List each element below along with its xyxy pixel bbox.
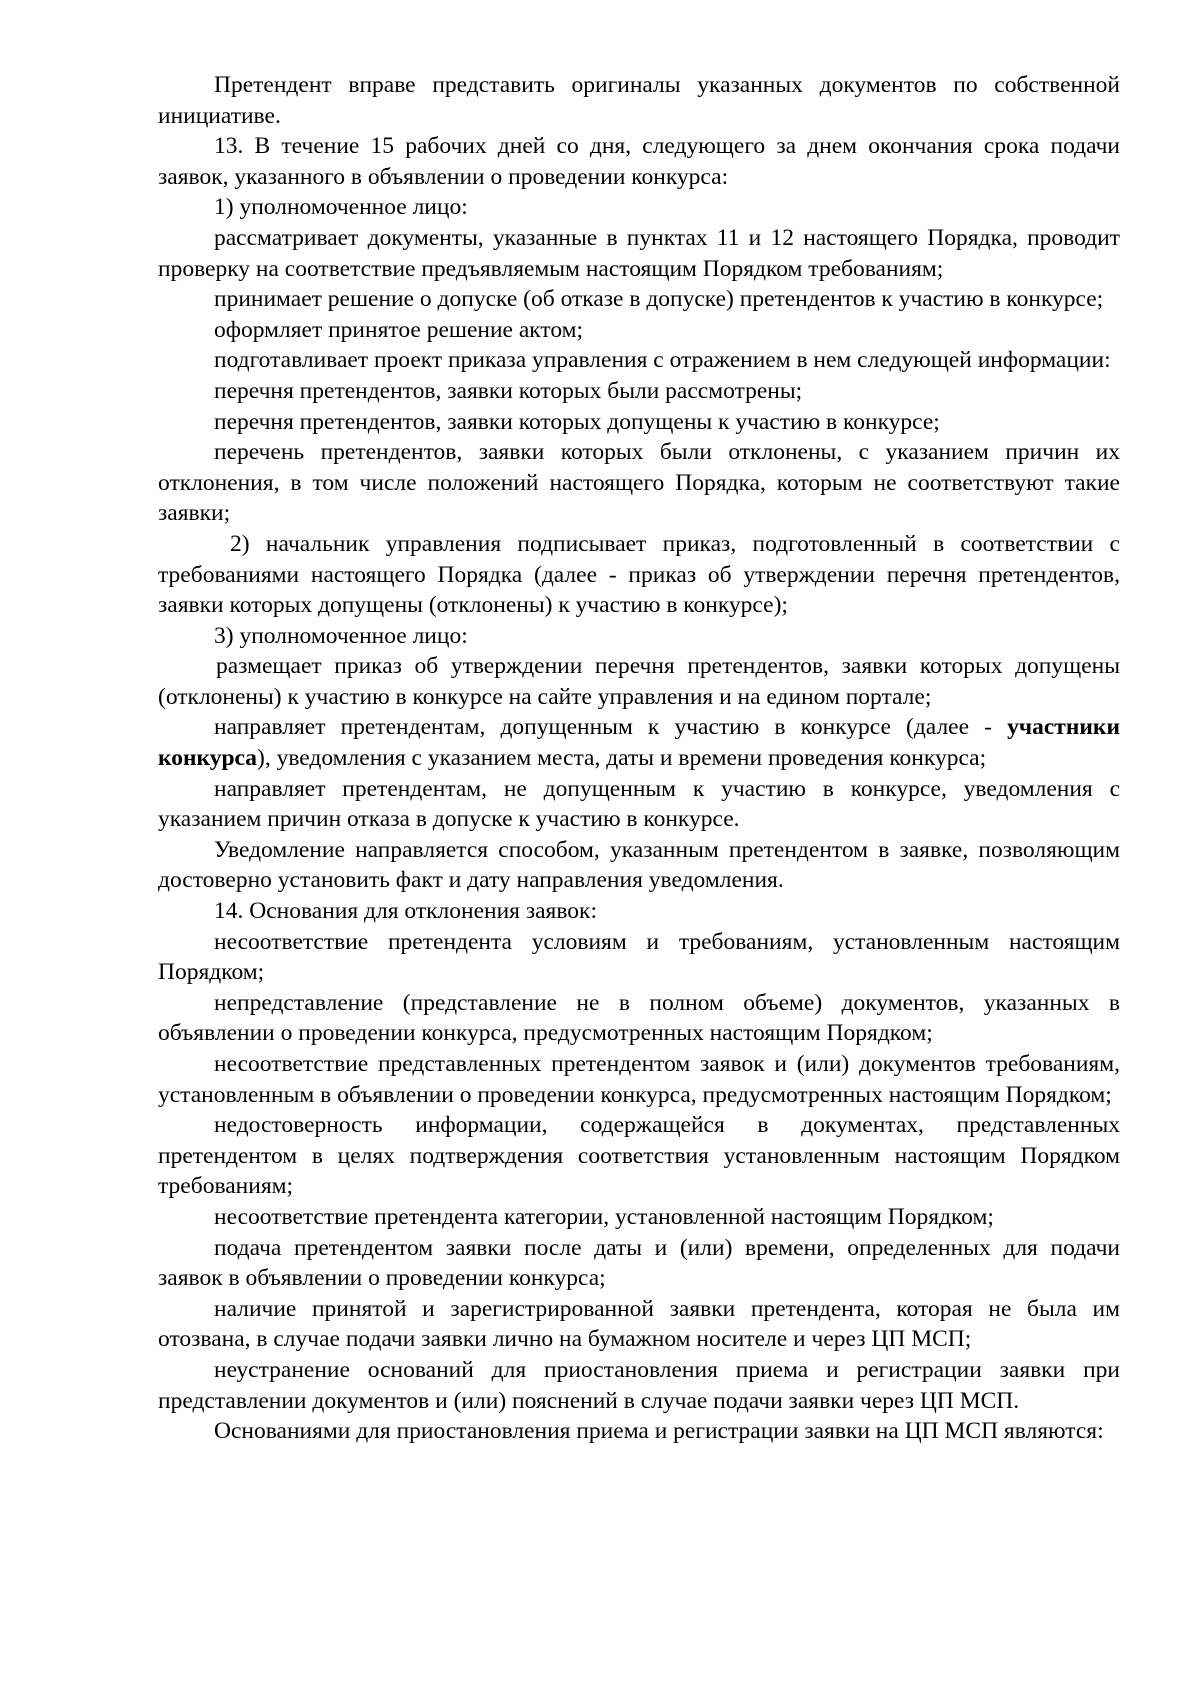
paragraph-suspension-grounds: Основаниями для приостановления приема и регистрации заявки на ЦП МСП являются:	[214, 1418, 1104, 1445]
term-contest-participants: участники конкурса	[158, 714, 1120, 772]
paragraph-reason-category: несоответствие претендента категории, установленной настоящим Порядком;	[214, 1203, 994, 1230]
paragraph-notification-method: Уведомление направляется способом, указанным претендентом в заявке, позволяющим достоверно установить факт и дату направления уведомления.	[158, 836, 1120, 894]
paragraph-notifies-participants	[158, 712, 1120, 773]
notify-text-after: ), уведомления с указанием места, даты и времени проведения конкурса;	[257, 745, 987, 772]
paragraph-list-admitted: перечня претендентов, заявки которых допущены к участию в конкурсе;	[214, 408, 940, 435]
paragraph-authorized-person-3: 3) уполномоченное лицо:	[214, 622, 468, 649]
paragraph-reason-false-information: недостоверность информации, содержащейся в документах, представленных претендентом в целях подтверждения соответствия установленным настоящим Порядком требованиям;	[158, 1112, 1120, 1200]
paragraph-reason-late-submission: подача претендентом заявки после даты и (или) времени, определенных для подачи заявок в объявлении о проведении конкурса;	[158, 1234, 1120, 1292]
paragraph-list-reviewed: перечня претендентов, заявки которых были рассмотрены;	[214, 377, 803, 404]
paragraph-reason-document-requirements: несоответствие представленных претендентом заявок и (или) документов требованиям, установленным в объявлении о проведении конкурса, предусмотренных настоящим Порядком;	[158, 1051, 1120, 1108]
paragraph-originals: Претендент вправе представить оригиналы указанных документов по собственной инициативе.	[158, 72, 1120, 129]
paragraph-notifies-rejected: направляет претендентам, не допущенным к участию в конкурсе, уведомления с указанием причин отказа в допуске к участию в конкурсе.	[158, 775, 1120, 833]
document-page	[158, 70, 1120, 1447]
paragraph-authorized-person-1: 1) уполномоченное лицо:	[214, 194, 468, 221]
paragraph-admission-decision: принимает решение о допуске (об отказе в допуске) претендентов к участию в конкурсе;	[214, 286, 1104, 313]
paragraph-prepares-order: подготавливает проект приказа управления с отражением в нем следующей информации:	[214, 347, 1111, 374]
paragraph-list-rejected: перечень претендентов, заявки которых были отклонены, с указанием причин их отклонения, в том числе положений настоящего Порядка, которым не соответствуют такие заявки;	[158, 439, 1120, 527]
paragraph-reason-duplicate-application: наличие принятой и зарегистрированной заявки претендента, которая не была им отозвана, в случае подачи заявки лично на бумажном носителе и через ЦП МСП;	[158, 1295, 1120, 1353]
paragraph-reason-missing-documents: непредставление (представление не в полном объеме) документов, указанных в объявлении о проведении конкурса, предусмотренных настоящим Порядком;	[158, 989, 1120, 1047]
paragraph-formalizes-act: оформляет принятое решение актом;	[214, 316, 584, 343]
paragraph-clause-13: 13. В течение 15 рабочих дней со дня, следующего за днем окончания срока подачи заявок, указанного в объявлении о проведении конкурса:	[158, 133, 1120, 190]
paragraph-publishes-order: размещает приказ об утверждении перечня претендентов, заявки которых допущены (отклонены) к участию в конкурсе на сайте управления и на едином портале;	[158, 653, 1120, 710]
paragraph-reason-unresolved-suspension: неустранение оснований для приостановления приема и регистрации заявки при представлении документов и (или) пояснений в случае подачи заявки через ЦП МСП.	[158, 1356, 1120, 1414]
paragraph-clause-14: 14. Основания для отклонения заявок:	[214, 898, 597, 925]
paragraph-reviews-documents: рассматривает документы, указанные в пунктах 11 и 12 настоящего Порядка, проводит проверку на соответствие предъявляемым настоящим Порядком требованиям;	[158, 224, 1120, 282]
paragraph-reason-nonconformity: несоответствие претендента условиям и требованиям, установленным настоящим Порядком;	[158, 928, 1120, 986]
paragraph-head-signs-order: 2) начальник управления подписывает приказ, подготовленный в соответствии с требованиями настоящего Порядка (далее - приказ об утверждении перечня претендентов, заявки которых допущены (отклонены) к участию в конкурсе);	[158, 530, 1120, 619]
notify-text-before: направляет претендентам, допущенным к участию в конкурсе (далее -	[214, 714, 1008, 741]
